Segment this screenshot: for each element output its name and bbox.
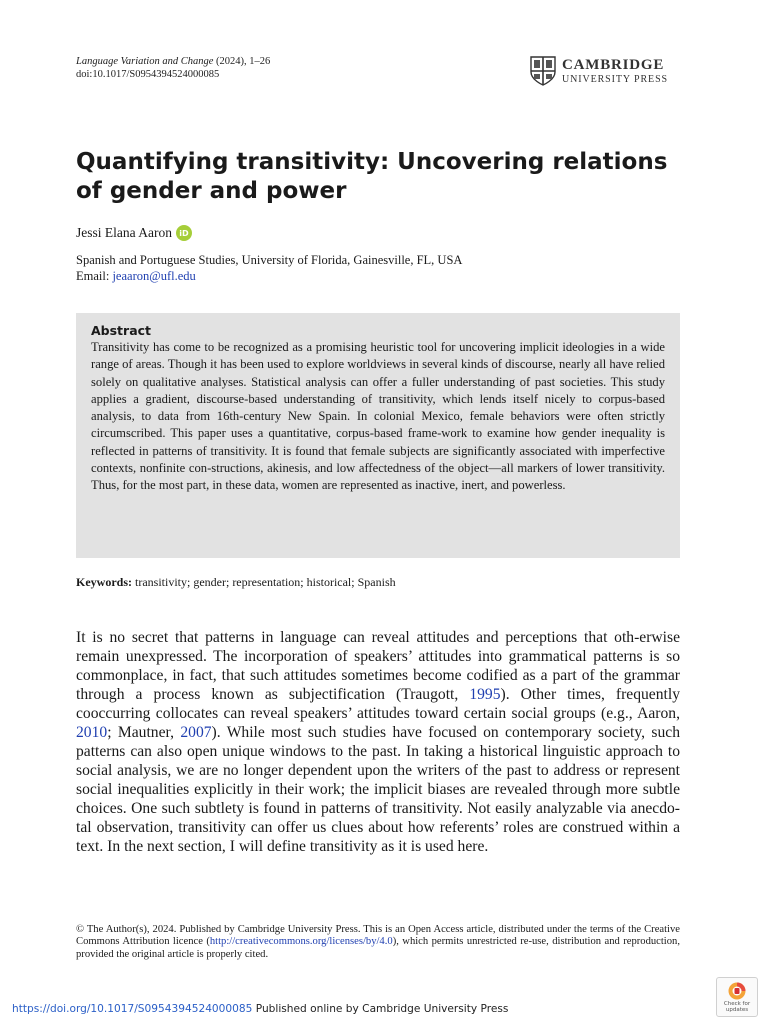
citation-link-mautner[interactable]: 2007 <box>180 724 212 741</box>
abstract-box <box>76 313 680 558</box>
body-text-segment: ). While most such studies have focused on contemporary society, such patterns can also open unique windows to the past. In taking a historical linguistic approach to social analysis, we are no longer dependent upon the writers of the past to address or represent social inequalities explicitly in their work; the implicit biases are revealed through more subtle choices. One such subtlety is found in patterns of transitivity. Not easily analyzable via anecdo-tal observation, transitivity can offer us clues about how referents’ roles are construed within a text. In the next section, I will define transitivity as it is used here. <box>76 724 680 855</box>
citation-link-traugott[interactable]: 1995 <box>469 686 501 703</box>
license-link[interactable]: http://creativecommons.org/licenses/by/4.0 <box>209 936 393 948</box>
header-doi: doi:10.1017/S0954394524000085 <box>76 69 220 80</box>
author-name: Jessi Elana Aaron <box>76 225 172 240</box>
footer-published: Published online by Cambridge University Press <box>252 1003 509 1015</box>
journal-meta: (2024), 1–26 <box>213 56 271 67</box>
abstract-heading: Abstract <box>91 323 152 338</box>
article-title: Quantifying transitivity: Uncovering relations of gender and power <box>76 149 668 204</box>
check-updates-line1: Check for <box>723 1001 751 1007</box>
affiliation-block <box>76 253 462 284</box>
email-link[interactable]: jeaaron@ufl.edu <box>112 268 196 283</box>
publisher-logo <box>530 56 682 86</box>
keywords <box>76 575 396 590</box>
page-footer <box>12 1003 508 1015</box>
journal-citation <box>76 55 270 81</box>
body-text-segment: It is no secret that patterns in language can reveal attitudes and perceptions that oth-erwise remain unexpressed. The incorporation of speakers’ attitudes into grammatical patterns is so commonplace, in fact, that such attitudes sometimes become codified as a part of the grammar through a process known as subjectification (Traugott, <box>76 629 680 703</box>
journal-name: Language Variation and Change <box>76 56 214 67</box>
email-line <box>76 269 462 285</box>
publisher-subname: UNIVERSITY PRESS <box>562 73 668 85</box>
keywords-label: Keywords: <box>76 575 132 589</box>
license-notice <box>76 924 680 961</box>
cambridge-crest-icon <box>530 56 556 86</box>
publisher-name: CAMBRIDGE <box>562 56 665 73</box>
license-text: © The Author(s), 2024. Published by Cambridge University Press. This is an Open Access article, distributed under the terms of the Creative Commons Attribution licence ( <box>76 924 680 948</box>
footer-doi-link[interactable]: https://doi.org/10.1017/S0954394524000085 <box>12 1003 253 1015</box>
check-updates-icon <box>727 981 747 1001</box>
body-paragraph <box>76 628 680 856</box>
body-text-segment: ). Other times, frequently cooccurring collocates can reveal speakers’ attitudes toward certain social groups (e.g., Aaron, <box>76 686 680 722</box>
citation-link-aaron[interactable]: 2010 <box>76 724 108 741</box>
body-text-segment: ; Mautner, <box>107 724 181 741</box>
keywords-text: transitivity; gender; representation; historical; Spanish <box>132 575 396 589</box>
author-line <box>76 225 192 241</box>
abstract-text: Transitivity has come to be recognized as a promising heuristic tool for uncovering implicit ideologies in a wide range of areas. Though it has been used to explore worldviews in several kinds of discourse, nearly all have relied solely on qualitative analyses. Statistical analysis can offer a fuller understanding of past societies. This study applies a gradient, discourse-based understanding of transitivity, which lends itself nicely to corpus-based analysis, to data from 16th-century New Spain. In colonial Mexico, female behaviors were often strictly circumscribed. This paper uses a quantitative, corpus-based frame-work to examine how gender inequality is reflected in patterns of transitivity. It is found that female subjects are significantly associated with imperfective contexts, nonfinite con-structions, akinesis, and low affectedness of the object—all markers of lower transitivity. Thus, for the most part, in these data, women are represented as inactive, inert, and powerless. <box>91 340 665 493</box>
check-for-updates-button[interactable] <box>716 977 758 1017</box>
license-text: ), which permits unrestricted re-use, distribution and reproduction, provided the original article is properly cited. <box>76 936 680 960</box>
check-updates-line2: updates <box>725 1007 749 1013</box>
affiliation: Spanish and Portuguese Studies, University of Florida, Gainesville, FL, USA <box>76 253 463 267</box>
email-label: Email: <box>76 268 113 283</box>
orcid-icon[interactable]: iD <box>176 225 192 241</box>
